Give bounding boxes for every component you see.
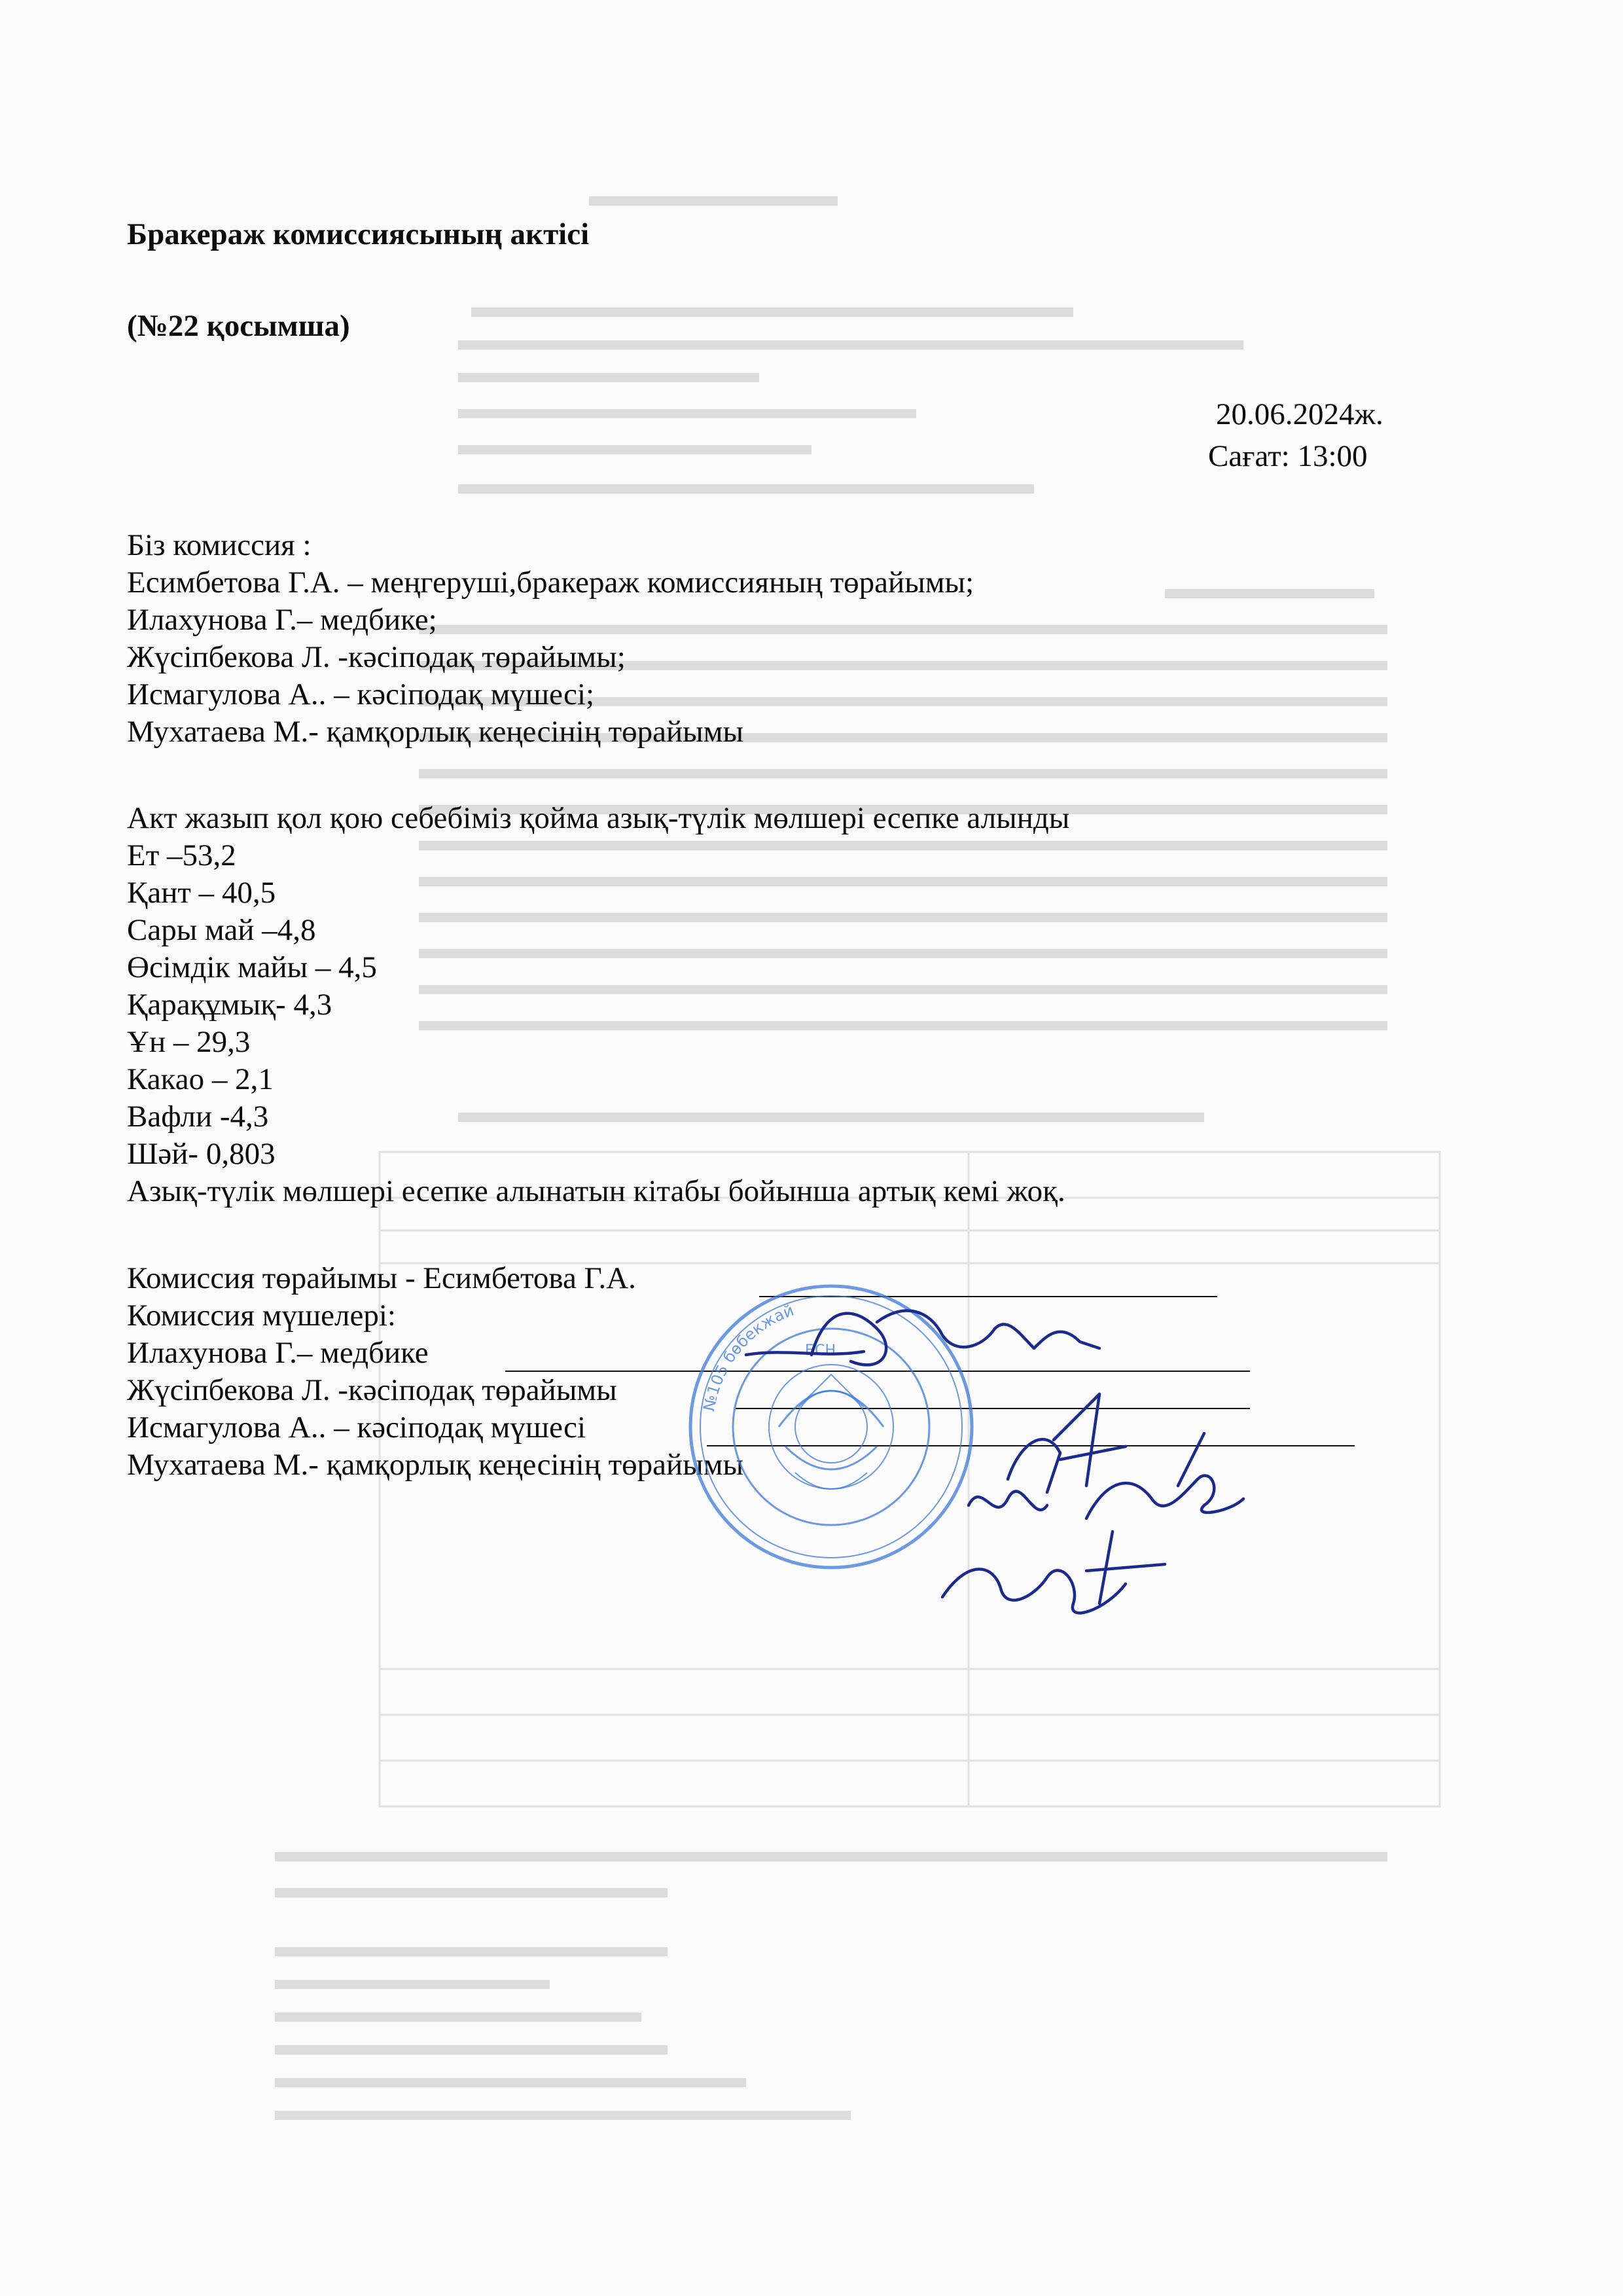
signature-chair-label: Комиссия төрайымы - Есимбетова Г.А. [127, 1261, 636, 1295]
commission-member: Мухатаева М.- қамқорлық кеңесінің төрайымы [127, 715, 744, 749]
signature-members-label: Комиссия мүшелері: [127, 1299, 396, 1333]
stamp-text: №105 бөбекжай [700, 1300, 796, 1413]
inventory-conclusion: Азық-түлік мөлшері есепке алынатын кітабы бойынша артық кемі жоқ. [127, 1174, 1065, 1208]
inventory-item: Өсімдік майы – 4,5 [127, 950, 377, 984]
document-date: 20.06.2024ж. [1216, 397, 1383, 431]
inventory-item: Қарақұмық- 4,3 [127, 988, 332, 1022]
commission-member: Исмагулова А.. – кәсіподақ мүшесі; [127, 677, 595, 711]
commission-member: Жүсіпбекова Л. -кәсіподақ төрайымы; [127, 640, 626, 674]
inventory-item: Ұн – 29,3 [127, 1025, 251, 1059]
inventory-item: Вафли -4,3 [127, 1100, 269, 1134]
inventory-item: Ет –53,2 [127, 838, 236, 872]
inventory-item: Какао – 2,1 [127, 1062, 274, 1096]
commission-intro: Біз комиссия : [127, 528, 312, 562]
commission-member: Есимбетова Г.А. – меңгеруші,бракераж комиссияның төрайымы; [127, 565, 974, 600]
document-time: Сағат: 13:00 [1208, 439, 1368, 473]
inventory-item: Шәй- 0,803 [127, 1137, 276, 1171]
inventory-intro: Акт жазып қол қою себебіміз қойма азық-түлік мөлшері есепке алынды [127, 801, 1070, 835]
signature-member-label: Мухатаева М.- қамқорлық кеңесінің төрайымы [127, 1448, 744, 1482]
inventory-item: Сары май –4,8 [127, 913, 316, 947]
inventory-item: Қант – 40,5 [127, 876, 276, 910]
signature-member-label: Жүсіпбекова Л. -кәсіподақ төрайымы [127, 1373, 617, 1407]
annex-number: (№22 қосымша) [127, 309, 350, 343]
signature-member-label: Исмагулова А.. – кәсіподақ мүшесі [127, 1410, 586, 1444]
document-title: Бракераж комиссиясының актісі [127, 217, 590, 251]
commission-member: Илахунова Г.– медбике; [127, 603, 437, 637]
stamp-code: БСН [805, 1342, 836, 1359]
signature-member-label: Илахунова Г.– медбике [127, 1336, 429, 1370]
